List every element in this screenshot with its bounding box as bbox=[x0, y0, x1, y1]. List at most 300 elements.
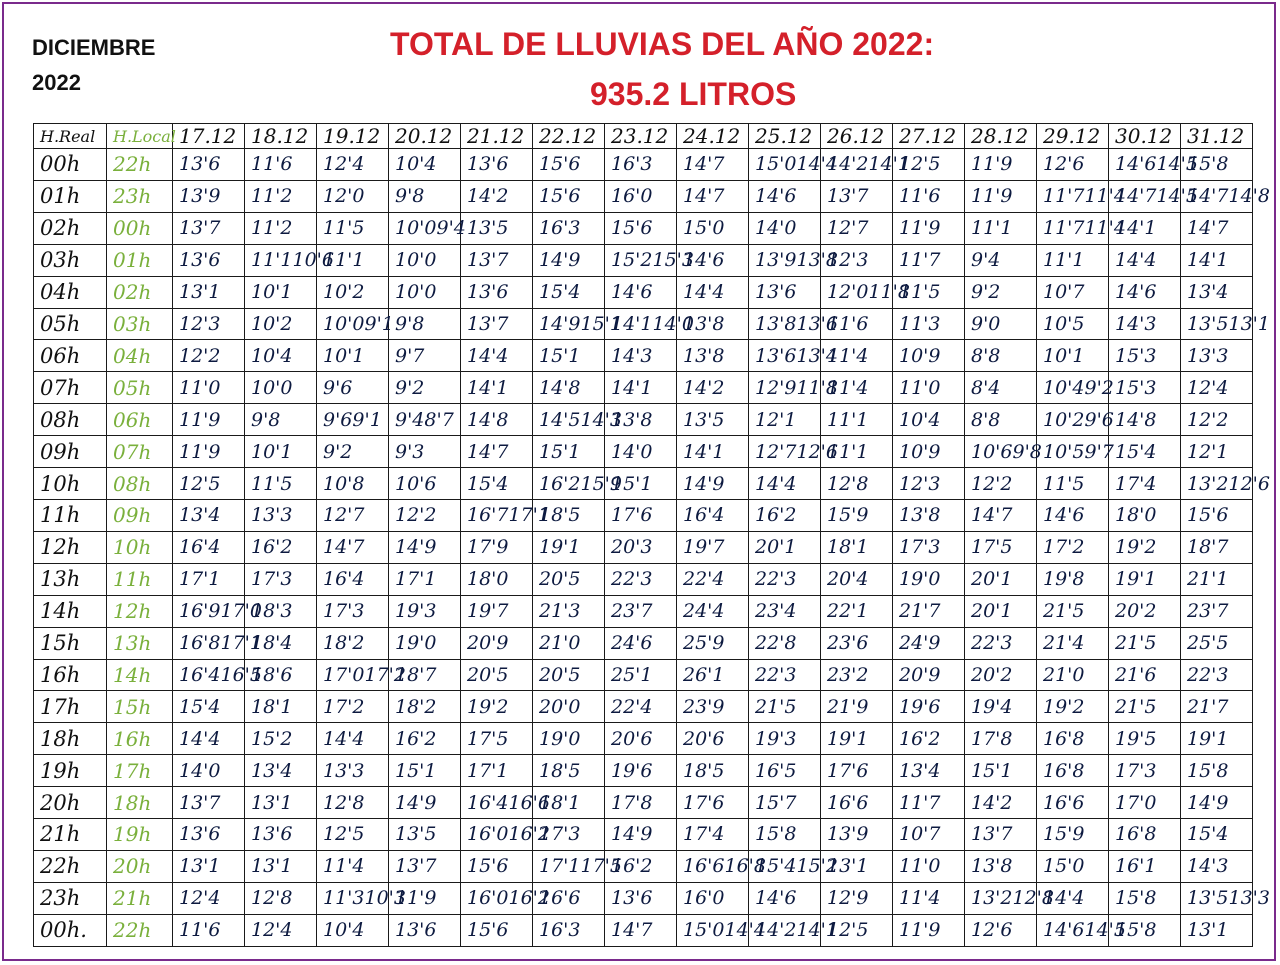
temperature-value: 23'4 bbox=[755, 600, 797, 623]
temperature-cell bbox=[317, 276, 389, 308]
temperature-value: 9'8 bbox=[395, 185, 425, 208]
temperature-cell bbox=[677, 882, 749, 914]
temperature-value: 12'3 bbox=[899, 472, 941, 495]
temperature-cell bbox=[389, 340, 461, 372]
temperature-cell bbox=[461, 244, 533, 276]
temperature-value: 23'6 bbox=[827, 632, 869, 655]
temperature-value: 16'1 bbox=[1115, 855, 1157, 878]
alternate-reading: 11'8 bbox=[868, 281, 910, 304]
temperature-cell bbox=[1181, 755, 1253, 787]
alternate-reading: 16'2 bbox=[508, 823, 550, 846]
temperature-cell bbox=[677, 755, 749, 787]
temperature-value: 15'1 bbox=[395, 759, 437, 782]
temperature-cell bbox=[173, 212, 245, 244]
temperature-cell bbox=[677, 340, 749, 372]
temperature-cell bbox=[461, 308, 533, 340]
temperature-value: 22'3 bbox=[755, 568, 797, 591]
alternate-reading: 17'1 bbox=[220, 632, 262, 655]
temperature-cell bbox=[533, 149, 605, 181]
temperature-value: 10'8 bbox=[323, 472, 365, 495]
alternate-reading: 12'6 bbox=[1228, 472, 1270, 495]
temperature-cell bbox=[749, 563, 821, 595]
temperature-value: 14'7 bbox=[971, 504, 1013, 527]
temperature-cell bbox=[533, 212, 605, 244]
alternate-reading: 11'4 bbox=[1084, 185, 1126, 208]
temperature-value: 13'8 bbox=[971, 855, 1013, 878]
table-row bbox=[34, 308, 1253, 340]
temperature-cell bbox=[389, 149, 461, 181]
temperature-value: 15'6 bbox=[467, 855, 509, 878]
alternate-reading: 13'3 bbox=[1228, 887, 1270, 910]
temperature-cell bbox=[893, 212, 965, 244]
temperature-value: 14'6 bbox=[611, 281, 653, 304]
temperature-cell bbox=[533, 436, 605, 468]
alternate-reading: 16'2 bbox=[508, 887, 550, 910]
temperature-value: 14'4 bbox=[323, 727, 365, 750]
temperature-value: 14'4 bbox=[683, 281, 725, 304]
temperature-cell bbox=[965, 563, 1037, 595]
real-hour-cell: 09h bbox=[34, 436, 107, 468]
temperature-cell bbox=[965, 659, 1037, 691]
temperature-value: 20'1 bbox=[971, 568, 1013, 591]
temperature-cell bbox=[245, 659, 317, 691]
temperature-value: 12'1 bbox=[755, 408, 797, 431]
temperature-value: 15'9 bbox=[827, 504, 869, 527]
temperature-value: 15'7 bbox=[755, 791, 797, 814]
temperature-value: 19'3 bbox=[395, 600, 437, 623]
temperature-cell bbox=[821, 627, 893, 659]
temperature-cell bbox=[893, 244, 965, 276]
temperature-cell bbox=[605, 436, 677, 468]
temperature-value: 10'4 bbox=[323, 919, 365, 942]
temperature-value: 14'6 bbox=[1115, 281, 1157, 304]
temperature-value: 16'2 bbox=[755, 504, 797, 527]
temperature-value: 19'2 bbox=[467, 695, 509, 718]
temperature-cell bbox=[245, 149, 317, 181]
temperature-value: 16'2 bbox=[395, 727, 437, 750]
temperature-cell bbox=[461, 531, 533, 563]
temperature-value: 10'6 bbox=[395, 472, 437, 495]
temperature-cell bbox=[749, 149, 838, 181]
local-hour-cell: 22h bbox=[107, 914, 173, 946]
temperature-cell bbox=[1181, 212, 1253, 244]
temperature-cell bbox=[893, 914, 965, 946]
temperature-cell bbox=[245, 882, 317, 914]
temperature-value: 21'5 bbox=[1115, 632, 1157, 655]
temperature-cell bbox=[893, 180, 965, 212]
temperature-value: 10'2 bbox=[1043, 408, 1085, 431]
temperature-value: 16'8 bbox=[179, 632, 221, 655]
temperature-value: 15'8 bbox=[1187, 153, 1229, 176]
temperature-value: 21'9 bbox=[827, 695, 869, 718]
temperature-cell bbox=[821, 180, 893, 212]
temperature-value: 14'2 bbox=[755, 919, 797, 942]
temperature-value: 14'6 bbox=[1043, 504, 1085, 527]
temperature-value: 14'8 bbox=[1115, 408, 1157, 431]
local-hour-cell: 18h bbox=[107, 787, 173, 819]
alternate-reading: 16'8 bbox=[724, 855, 766, 878]
temperature-cell bbox=[173, 244, 245, 276]
temperature-value: 14'4 bbox=[179, 727, 221, 750]
real-hour-cell: 11h bbox=[34, 499, 107, 531]
temperature-cell bbox=[605, 563, 677, 595]
temperature-value: 15'1 bbox=[611, 472, 653, 495]
temperature-value: 26'1 bbox=[683, 663, 725, 686]
temperature-value: 16'4 bbox=[323, 568, 365, 591]
header-row bbox=[34, 124, 1253, 149]
temperature-cell bbox=[1181, 595, 1253, 627]
temperature-value: 13'1 bbox=[179, 281, 221, 304]
date-header: 23.12 bbox=[605, 124, 677, 149]
temperature-cell bbox=[605, 404, 677, 436]
temperature-value: 11'9 bbox=[179, 440, 221, 463]
temperature-cell bbox=[389, 276, 461, 308]
temperature-cell bbox=[821, 691, 893, 723]
temperature-value: 18'0 bbox=[1115, 504, 1157, 527]
temperature-value: 14'7 bbox=[467, 440, 509, 463]
temperature-cell bbox=[965, 180, 1037, 212]
table-row bbox=[34, 180, 1253, 212]
temperature-value: 20'5 bbox=[539, 568, 581, 591]
date-header: 26.12 bbox=[821, 124, 893, 149]
temperature-cell bbox=[533, 627, 605, 659]
temperature-cell bbox=[317, 691, 389, 723]
temperature-value: 13'7 bbox=[395, 855, 437, 878]
temperature-value: 18'0 bbox=[467, 568, 509, 591]
temperature-value: 11'1 bbox=[827, 440, 869, 463]
temperature-value: 21'1 bbox=[1187, 568, 1229, 591]
temperature-value: 14'9 bbox=[539, 249, 581, 272]
alternate-reading: 13'8 bbox=[796, 249, 838, 272]
temperature-value: 14'1 bbox=[611, 376, 653, 399]
temperature-value: 13'7 bbox=[827, 185, 869, 208]
temperature-cell bbox=[173, 723, 245, 755]
temperature-value: 12'5 bbox=[179, 472, 221, 495]
temperature-cell bbox=[173, 850, 245, 882]
temperature-cell bbox=[893, 149, 965, 181]
temperature-value: 15'3 bbox=[1115, 376, 1157, 399]
real-hour-cell: 19h bbox=[34, 755, 107, 787]
temperature-value: 12'9 bbox=[755, 376, 797, 399]
alternate-reading: 11'4 bbox=[1084, 217, 1126, 240]
temperature-value: 13'8 bbox=[755, 312, 797, 335]
temperature-value: 16'0 bbox=[683, 887, 725, 910]
alternate-reading: 15'1 bbox=[580, 312, 622, 335]
temperature-cell bbox=[245, 627, 317, 659]
temperature-value: 22'4 bbox=[683, 568, 725, 591]
temperature-value: 20'5 bbox=[539, 663, 581, 686]
temperature-value: 12'4 bbox=[323, 153, 365, 176]
alternate-reading: 17'0 bbox=[220, 600, 262, 623]
temperature-cell bbox=[461, 468, 533, 500]
temperature-value: 19'3 bbox=[755, 727, 797, 750]
local-hour-cell: 01h bbox=[107, 244, 173, 276]
date-header: 17.12 bbox=[173, 124, 245, 149]
temperature-cell bbox=[1037, 531, 1109, 563]
temperature-value: 13'7 bbox=[971, 823, 1013, 846]
temperature-cell bbox=[749, 659, 821, 691]
temperature-value: 11'0 bbox=[899, 376, 941, 399]
temperature-cell bbox=[821, 595, 893, 627]
temperature-value: 12'0 bbox=[323, 185, 365, 208]
temperature-value: 12'8 bbox=[323, 791, 365, 814]
temperature-cell bbox=[317, 212, 389, 244]
table-row bbox=[34, 914, 1253, 946]
temperature-value: 19'1 bbox=[827, 727, 869, 750]
temperature-value: 21'7 bbox=[1187, 695, 1229, 718]
rain-total-value: 935.2 LITROS bbox=[590, 76, 797, 112]
temperature-cell bbox=[389, 531, 461, 563]
temperature-cell bbox=[1181, 276, 1253, 308]
temperature-cell bbox=[1037, 468, 1109, 500]
temperature-cell bbox=[1037, 180, 1126, 212]
date-header: 30.12 bbox=[1109, 124, 1181, 149]
temperature-value: 20'9 bbox=[467, 632, 509, 655]
temperature-cell bbox=[677, 499, 749, 531]
temperature-cell bbox=[461, 787, 550, 819]
date-header: 28.12 bbox=[965, 124, 1037, 149]
temperature-value: 11'0 bbox=[899, 855, 941, 878]
temperature-value: 14'7 bbox=[323, 536, 365, 559]
table-row bbox=[34, 819, 1253, 851]
temperature-cell bbox=[389, 627, 461, 659]
temperature-cell bbox=[965, 340, 1037, 372]
local-hour-cell: 14h bbox=[107, 659, 173, 691]
real-hour-cell: 03h bbox=[34, 244, 107, 276]
month-label bbox=[32, 30, 155, 100]
temperature-cell bbox=[821, 244, 893, 276]
temperature-cell bbox=[317, 882, 406, 914]
temperature-value: 12'4 bbox=[179, 887, 221, 910]
temperature-cell bbox=[893, 499, 965, 531]
alternate-reading: 14'8 bbox=[1228, 185, 1270, 208]
temperature-cell bbox=[173, 595, 262, 627]
temperature-cell bbox=[965, 627, 1037, 659]
temperature-cell bbox=[317, 468, 389, 500]
temperature-value: 14'0 bbox=[179, 759, 221, 782]
temperature-cell bbox=[317, 627, 389, 659]
temperature-cell bbox=[749, 787, 821, 819]
temperature-cell bbox=[965, 276, 1037, 308]
temperature-value: 15'1 bbox=[539, 440, 581, 463]
temperature-cell bbox=[245, 531, 317, 563]
temperature-value: 12'6 bbox=[971, 919, 1013, 942]
temperature-value: 16'8 bbox=[1043, 727, 1085, 750]
temperature-cell bbox=[1037, 627, 1109, 659]
temperature-cell bbox=[821, 308, 893, 340]
temperature-cell bbox=[821, 212, 893, 244]
temperature-cell bbox=[245, 180, 317, 212]
temperature-cell bbox=[245, 787, 317, 819]
temperature-cell bbox=[965, 499, 1037, 531]
alternate-reading: 15'9 bbox=[580, 472, 622, 495]
real-hour-cell: 23h bbox=[34, 882, 107, 914]
temperature-cell bbox=[749, 468, 821, 500]
temperature-cell bbox=[389, 180, 461, 212]
temperature-cell bbox=[1037, 659, 1109, 691]
temperature-value: 14'5 bbox=[539, 408, 581, 431]
temperature-cell bbox=[677, 276, 749, 308]
temperature-cell bbox=[1181, 914, 1253, 946]
temperature-value: 11'1 bbox=[1043, 249, 1085, 272]
temperature-value: 13'6 bbox=[467, 281, 509, 304]
temperature-cell bbox=[389, 563, 461, 595]
temperature-cell bbox=[389, 723, 461, 755]
alternate-reading: 14'5 bbox=[1156, 185, 1198, 208]
temperature-cell bbox=[677, 308, 749, 340]
temperature-cell bbox=[1181, 691, 1253, 723]
temperature-value: 21'6 bbox=[1115, 663, 1157, 686]
temperature-value: 17'1 bbox=[395, 568, 437, 591]
temperature-cell bbox=[389, 659, 461, 691]
temperature-value: 20'2 bbox=[971, 663, 1013, 686]
temperature-cell bbox=[605, 372, 677, 404]
temperature-value: 21'5 bbox=[1043, 600, 1085, 623]
temperature-cell bbox=[749, 627, 821, 659]
temperature-cell bbox=[317, 372, 389, 404]
temperature-value: 13'7 bbox=[467, 249, 509, 272]
temperature-cell bbox=[173, 340, 245, 372]
table-row bbox=[34, 340, 1253, 372]
temperature-cell bbox=[893, 436, 965, 468]
temperature-cell bbox=[461, 691, 533, 723]
date-header: 29.12 bbox=[1037, 124, 1109, 149]
alternate-reading: 13'1 bbox=[1228, 312, 1270, 335]
temperature-cell bbox=[749, 276, 821, 308]
alternate-reading: 14'1 bbox=[868, 153, 910, 176]
temperature-cell bbox=[317, 180, 389, 212]
temperature-value: 16'5 bbox=[755, 759, 797, 782]
temperature-value: 11'2 bbox=[251, 217, 293, 240]
temperature-value: 18'1 bbox=[251, 695, 293, 718]
temperature-value: 13'5 bbox=[1187, 887, 1229, 910]
local-hour-cell: 10h bbox=[107, 531, 173, 563]
temperature-value: 23'9 bbox=[683, 695, 725, 718]
temperature-value: 13'8 bbox=[611, 408, 653, 431]
temperature-value: 16'4 bbox=[179, 663, 221, 686]
alternate-reading: 12'6 bbox=[796, 440, 838, 463]
temperature-cell bbox=[245, 404, 317, 436]
temperature-cell bbox=[605, 468, 677, 500]
local-hour-cell: 05h bbox=[107, 372, 173, 404]
temperature-cell bbox=[965, 531, 1037, 563]
temperature-value: 18'5 bbox=[539, 504, 581, 527]
table-row bbox=[34, 531, 1253, 563]
temperature-cell bbox=[1109, 468, 1181, 500]
temperature-cell bbox=[173, 404, 245, 436]
temperature-cell bbox=[533, 723, 605, 755]
temperature-cell bbox=[1037, 436, 1114, 468]
temperature-value: 14'6 bbox=[755, 887, 797, 910]
temperature-cell bbox=[533, 499, 605, 531]
temperature-value: 15'0 bbox=[683, 217, 725, 240]
temperature-value: 22'1 bbox=[827, 600, 869, 623]
temperature-value: 15'9 bbox=[1043, 823, 1085, 846]
temperature-cell bbox=[893, 882, 965, 914]
temperature-value: 20'3 bbox=[611, 536, 653, 559]
temperature-cell bbox=[605, 914, 677, 946]
table-row bbox=[34, 149, 1253, 181]
local-hour-cell: 22h bbox=[107, 149, 173, 181]
temperature-value: 23'7 bbox=[611, 600, 653, 623]
temperature-cell bbox=[533, 787, 605, 819]
temperature-value: 13'3 bbox=[251, 504, 293, 527]
temperature-value: 14'1 bbox=[611, 312, 653, 335]
temperature-value: 18'6 bbox=[251, 663, 293, 686]
temperature-cell bbox=[1109, 723, 1181, 755]
temperature-value: 14'7 bbox=[1187, 217, 1229, 240]
temperature-cell bbox=[389, 468, 461, 500]
temperature-cell bbox=[893, 723, 965, 755]
temperature-value: 16'2 bbox=[899, 727, 941, 750]
temperature-cell bbox=[317, 595, 389, 627]
temperature-cell bbox=[677, 850, 766, 882]
temperature-value: 21'5 bbox=[1115, 695, 1157, 718]
temperature-cell bbox=[317, 499, 389, 531]
alternate-reading: 14'0 bbox=[652, 312, 694, 335]
temperature-cell bbox=[1181, 404, 1253, 436]
temperature-cell bbox=[317, 850, 389, 882]
temperature-cell bbox=[749, 595, 821, 627]
temperature-cell bbox=[605, 595, 677, 627]
temperature-cell bbox=[1181, 244, 1253, 276]
temperature-cell bbox=[893, 276, 965, 308]
temperature-value: 14'6 bbox=[755, 185, 797, 208]
temperature-value: 16'6 bbox=[539, 887, 581, 910]
temperature-value: 14'3 bbox=[611, 344, 653, 367]
temperature-value: 16'9 bbox=[179, 600, 221, 623]
table-row bbox=[34, 436, 1253, 468]
temperature-value: 11'5 bbox=[251, 472, 293, 495]
temperature-cell bbox=[965, 372, 1037, 404]
temperature-cell bbox=[605, 850, 677, 882]
temperature-cell bbox=[1109, 850, 1181, 882]
temperature-value: 15'0 bbox=[755, 153, 797, 176]
temperature-cell bbox=[173, 276, 245, 308]
temperature-value: 16'0 bbox=[467, 823, 509, 846]
temperature-cell bbox=[605, 276, 677, 308]
temperature-value: 14'1 bbox=[1115, 217, 1157, 240]
table-body bbox=[34, 149, 1270, 947]
temperature-cell bbox=[461, 850, 533, 882]
temperature-cell bbox=[605, 340, 677, 372]
temperature-value: 14'4 bbox=[1043, 887, 1085, 910]
temperature-value: 17'1 bbox=[179, 568, 221, 591]
temperature-cell bbox=[605, 755, 677, 787]
temperature-value: 13'8 bbox=[899, 504, 941, 527]
temperature-cell bbox=[389, 372, 461, 404]
local-hour-cell: 03h bbox=[107, 308, 173, 340]
temperature-cell bbox=[677, 180, 749, 212]
temperature-cell bbox=[317, 149, 389, 181]
temperature-cell bbox=[605, 308, 694, 340]
temperature-cell bbox=[749, 308, 838, 340]
temperature-value: 13'8 bbox=[683, 344, 725, 367]
temperature-cell bbox=[821, 755, 893, 787]
temperature-cell bbox=[173, 882, 245, 914]
temperature-value: 14'7 bbox=[1187, 185, 1229, 208]
temperature-value: 12'5 bbox=[827, 919, 869, 942]
temperature-cell bbox=[173, 691, 245, 723]
temperature-value: 14'0 bbox=[611, 440, 653, 463]
temperature-value: 25'9 bbox=[683, 632, 725, 655]
temperature-cell bbox=[389, 595, 461, 627]
date-header: 18.12 bbox=[245, 124, 317, 149]
temperature-value: 14'3 bbox=[1187, 855, 1229, 878]
temperature-cell bbox=[173, 308, 245, 340]
temperature-value: 15'1 bbox=[539, 344, 581, 367]
date-header: 24.12 bbox=[677, 124, 749, 149]
